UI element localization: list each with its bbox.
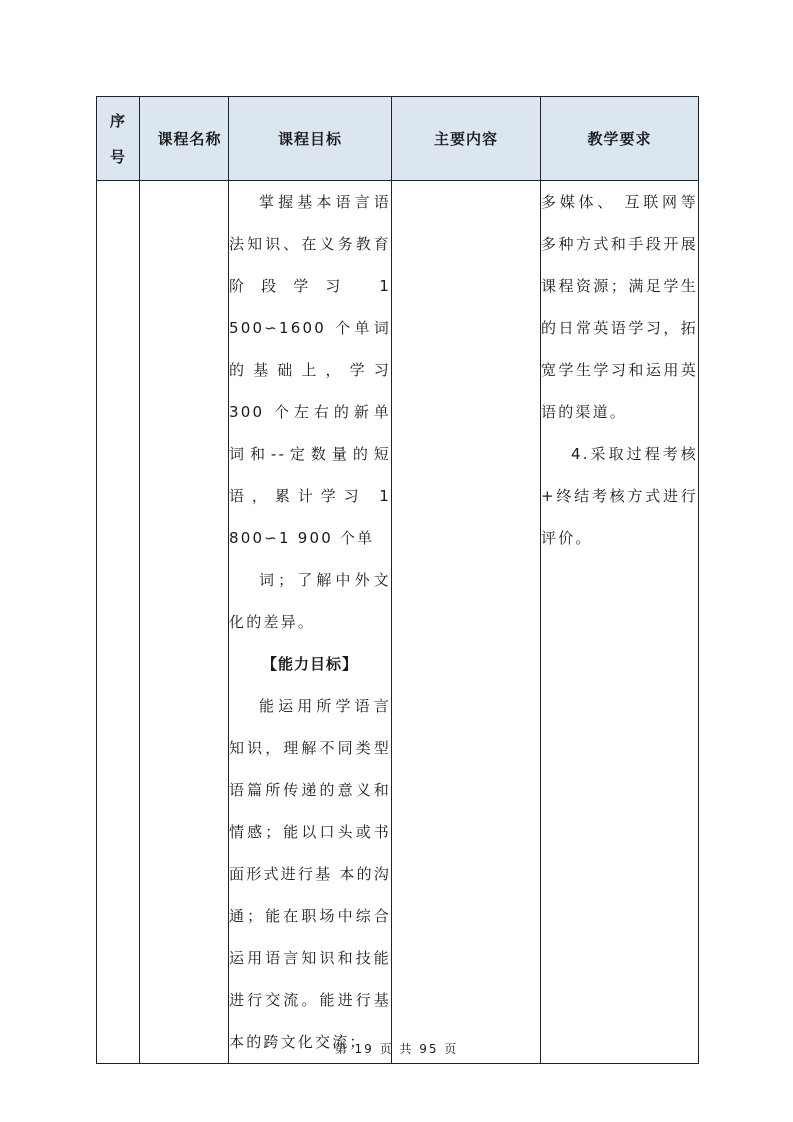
goal-section-heading: 【能力目标】: [261, 655, 358, 673]
table-header-row: [97, 97, 699, 181]
header-seq: [97, 97, 140, 181]
requirement-paragraph: 4.采取过程考核+终结考核方式进行评价。: [541, 445, 698, 547]
cell-seq: [97, 181, 140, 1064]
header-course-goal: 课程目标: [229, 97, 392, 181]
header-seq-line1: 序: [109, 111, 126, 130]
page-footer: 第 19 页 共 95 页: [334, 1042, 459, 1056]
goal-paragraph: 能运用所学语言知识，理解不同类型语篇所传递的意义和情感；能以口头或书面形式进行基 本的沟通；能在职场中综合运用语言知识和技能进行交流。能进行基本的跨文化交流；: [229, 697, 391, 1051]
table-row: [97, 181, 699, 1064]
cell-course-goal: [229, 181, 392, 1064]
header-main-content: 主要内容: [392, 97, 541, 181]
course-table: [96, 96, 699, 1064]
requirement-paragraph: 多媒体、 互联网等多种方式和手段开展课程资源；满足学生的日常英语学习，拓宽学生学习和运用英语的渠道。: [541, 193, 698, 421]
goal-paragraph: 掌握基本语言语法知识、在义务教育阶段学习 1 500∽1600 个单词的基础上，学习 300 个左右的新单词和--定数量的短语，累计学习 1 800∽1 900 个单: [229, 193, 391, 547]
cell-teaching-requirements: [541, 181, 699, 1064]
header-seq-line2: 号: [109, 147, 126, 166]
cell-main-content: [392, 181, 541, 1064]
header-teaching-requirements: 教学要求: [541, 97, 699, 181]
header-course-name: 课程名称: [140, 97, 229, 181]
cell-course-name: [140, 181, 229, 1064]
goal-paragraph: 词；了解中外文化的差异。: [229, 571, 391, 631]
